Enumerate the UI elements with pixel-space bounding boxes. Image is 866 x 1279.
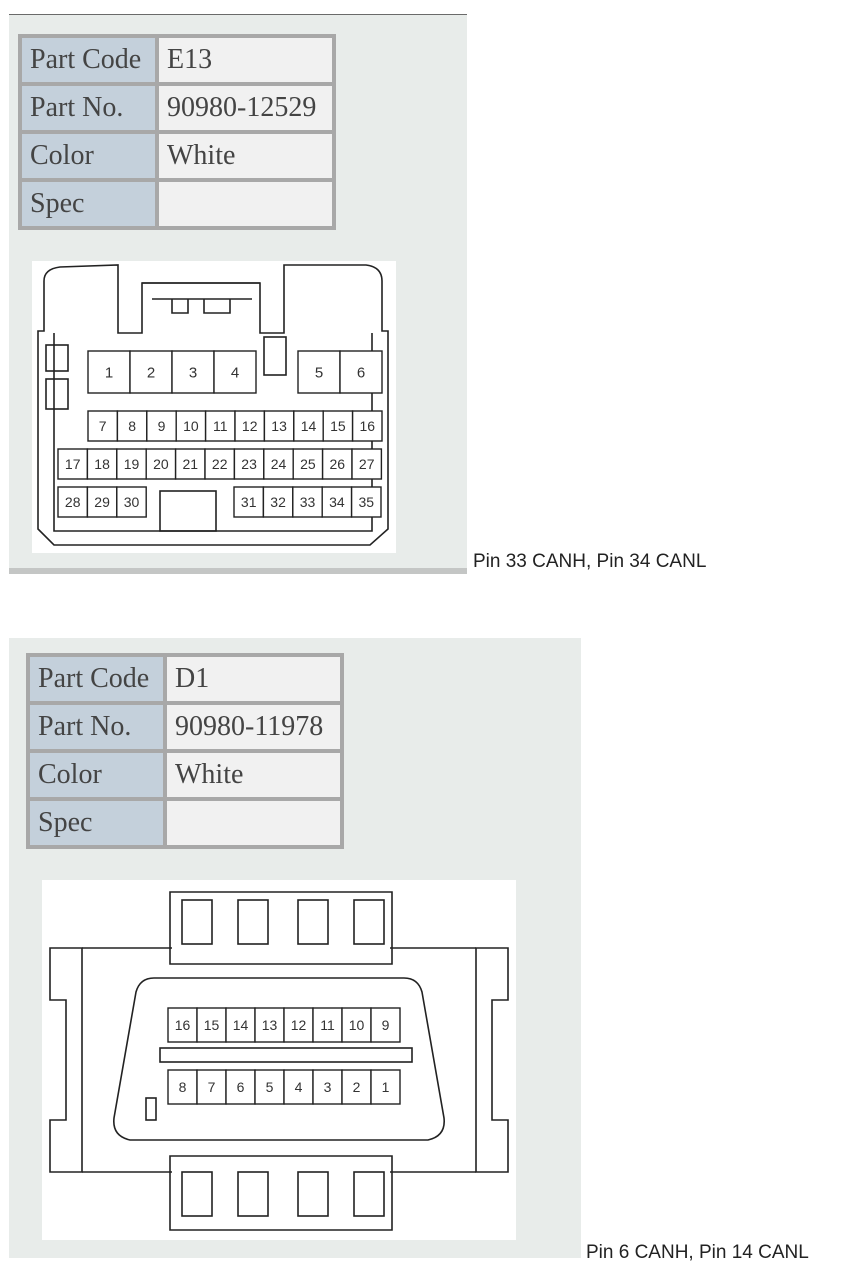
part-no-value: 90980-11978 bbox=[165, 703, 342, 751]
pin-label: 21 bbox=[182, 456, 199, 473]
pin-note: Pin 33 CANH, Pin 34 CANL bbox=[473, 551, 707, 572]
key-notch bbox=[264, 337, 286, 375]
pin-label: 12 bbox=[290, 1017, 307, 1034]
pin-label: 2 bbox=[352, 1079, 361, 1096]
connector-e13-drawing bbox=[32, 261, 396, 553]
pin-label: 16 bbox=[174, 1017, 191, 1034]
connector-d1-drawing bbox=[42, 880, 516, 1240]
pin-label: 23 bbox=[241, 456, 257, 473]
pin-label: 4 bbox=[230, 364, 240, 382]
pin-label: 10 bbox=[348, 1017, 365, 1034]
color-value: White bbox=[165, 751, 342, 799]
pin-label: 5 bbox=[265, 1079, 274, 1096]
table-row bbox=[28, 655, 342, 703]
pin-label: 15 bbox=[330, 418, 346, 435]
connector-diagram-e13 bbox=[32, 261, 396, 553]
pin-label: 26 bbox=[329, 456, 346, 473]
pin-label: 2 bbox=[146, 364, 156, 382]
clip-tab bbox=[238, 900, 268, 944]
pin-label: 7 bbox=[98, 418, 107, 435]
color-value: White bbox=[157, 132, 334, 180]
table-row bbox=[28, 799, 342, 847]
spec-label: Spec bbox=[28, 799, 165, 847]
spec-table bbox=[18, 34, 336, 230]
part-no-value: 90980-12529 bbox=[157, 84, 334, 132]
connector-panel-d1 bbox=[9, 638, 581, 1258]
pin-label: 33 bbox=[299, 494, 316, 511]
pin-label: 5 bbox=[314, 364, 324, 382]
pin-label: 16 bbox=[359, 418, 376, 435]
pin-label: 3 bbox=[323, 1079, 332, 1096]
pin-label: 18 bbox=[94, 456, 110, 473]
pin-note: Pin 6 CANH, Pin 14 CANL bbox=[586, 1242, 809, 1263]
clip-tab bbox=[238, 1172, 268, 1216]
table-row bbox=[20, 180, 334, 228]
housing-left-wing bbox=[50, 948, 82, 1172]
table-row bbox=[28, 703, 342, 751]
color-label: Color bbox=[20, 132, 157, 180]
table-row bbox=[28, 751, 342, 799]
housing-bottom bbox=[170, 1156, 392, 1230]
key-notch bbox=[46, 379, 68, 409]
clip-tab bbox=[354, 1172, 384, 1216]
pin-label: 1 bbox=[104, 364, 114, 382]
pin-label: 9 bbox=[381, 1017, 390, 1034]
pin-label: 11 bbox=[213, 418, 228, 435]
clip-tab bbox=[354, 900, 384, 944]
key-notch bbox=[46, 345, 68, 371]
pin-label: 20 bbox=[153, 456, 169, 473]
pin-label: 35 bbox=[358, 494, 375, 511]
pin-label: 13 bbox=[261, 1017, 278, 1034]
obd-body bbox=[114, 978, 444, 1140]
pin-label: 29 bbox=[94, 494, 110, 511]
connector-diagram-d1 bbox=[42, 880, 516, 1240]
latch bbox=[142, 283, 260, 313]
spec-value bbox=[165, 799, 342, 847]
pin-label: 17 bbox=[64, 456, 81, 473]
spec-table bbox=[26, 653, 344, 849]
pin-label: 3 bbox=[188, 364, 198, 382]
pin-label: 24 bbox=[270, 456, 287, 473]
color-label: Color bbox=[28, 751, 165, 799]
pin-label: 12 bbox=[241, 418, 258, 435]
connector-panel-e13 bbox=[9, 14, 467, 574]
pin-label: 22 bbox=[211, 456, 228, 473]
table-row bbox=[20, 36, 334, 84]
pin-label: 9 bbox=[157, 418, 166, 435]
pin-label: 28 bbox=[64, 494, 81, 511]
pin-label: 1 bbox=[381, 1079, 390, 1096]
key-notch bbox=[146, 1098, 156, 1120]
table-row bbox=[20, 84, 334, 132]
part-code-value: E13 bbox=[157, 36, 334, 84]
pin-label: 32 bbox=[270, 494, 286, 511]
pin-label: 6 bbox=[356, 364, 366, 382]
table-row bbox=[20, 132, 334, 180]
pin-label: 11 bbox=[320, 1017, 335, 1034]
pin-label: 15 bbox=[203, 1017, 220, 1034]
pin-label: 14 bbox=[300, 418, 317, 435]
part-code-value: D1 bbox=[165, 655, 342, 703]
pin-label: 27 bbox=[358, 456, 375, 473]
clip-tab bbox=[298, 1172, 328, 1216]
housing-right-wing bbox=[476, 948, 508, 1172]
part-no-label: Part No. bbox=[28, 703, 165, 751]
part-code-label: Part Code bbox=[20, 36, 157, 84]
divider-bar bbox=[160, 1048, 412, 1062]
pin-label: 19 bbox=[123, 456, 140, 473]
pin-label: 4 bbox=[294, 1079, 303, 1096]
pin-label: 7 bbox=[207, 1079, 216, 1096]
clip-tab bbox=[182, 1172, 212, 1216]
clip-tab bbox=[298, 900, 328, 944]
pin-label: 31 bbox=[240, 494, 257, 511]
bottom-slot bbox=[160, 491, 216, 531]
pin-label: 34 bbox=[329, 494, 345, 511]
pin-label: 14 bbox=[232, 1017, 249, 1034]
pin-label: 6 bbox=[236, 1079, 245, 1096]
housing-top bbox=[170, 892, 392, 964]
pin-label: 10 bbox=[183, 418, 199, 435]
part-no-label: Part No. bbox=[20, 84, 157, 132]
clip-tab bbox=[182, 900, 212, 944]
spec-value bbox=[157, 180, 334, 228]
pin-label: 30 bbox=[123, 494, 140, 511]
pin-label: 8 bbox=[178, 1079, 187, 1096]
pin-label: 25 bbox=[300, 456, 316, 473]
part-code-label: Part Code bbox=[28, 655, 165, 703]
spec-label: Spec bbox=[20, 180, 157, 228]
pin-group bbox=[58, 351, 382, 517]
pin-label: 8 bbox=[128, 418, 136, 435]
pin-group bbox=[168, 1008, 400, 1104]
pin-label: 13 bbox=[271, 418, 287, 435]
